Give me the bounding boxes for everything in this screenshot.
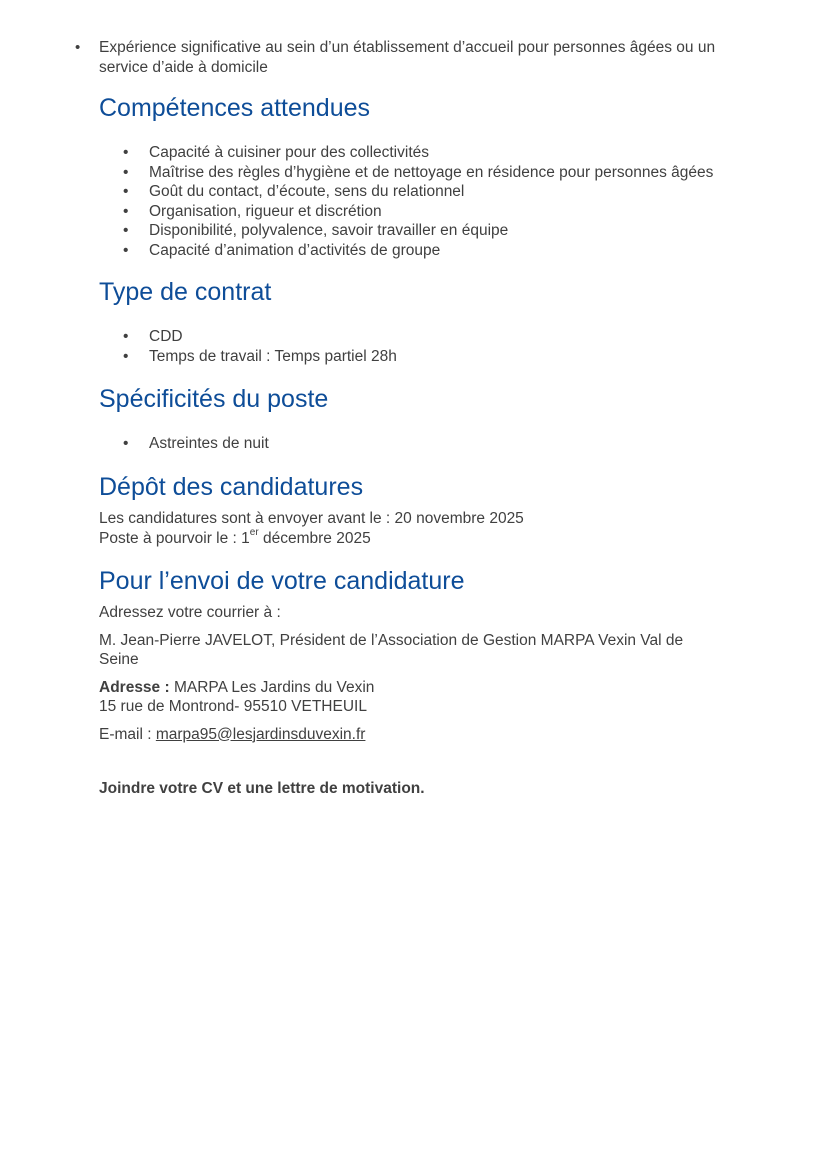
address-label: Adresse : [99,678,170,696]
list-item [75,38,725,77]
envoi-section [99,566,739,799]
start-date-text: Poste à pourvoir le : 1er décembre 2025 [99,527,371,547]
address-line2: 15 rue de Montrond- 95510 VETHEUIL [99,698,367,715]
list-item: • Maîtrise des règles d’hygiène et de nettoyage en résidence pour personnes âgées [99,163,739,183]
specificites-section [99,384,739,454]
list-item: • CDD [99,327,739,347]
email-line [99,725,739,745]
envoi-heading: Pour l’envoi de votre candidature [99,567,465,595]
contrat-heading: Type de contrat [99,278,272,306]
deadline-text: Les candidatures sont à envoyer avant le : 20 novembre 2025 [99,510,524,527]
specificites-list [99,434,739,454]
address-line1: MARPA Les Jardins du Vexin [169,678,375,696]
competences-list [99,143,739,260]
contrat-section [99,277,739,366]
competences-heading: Compétences attendues [99,94,371,122]
list-item: • Disponibilité, polyvalence, savoir travailler en équipe [99,221,739,241]
email-link[interactable]: marpa95@lesjardinsduvexin.fr [155,725,366,743]
list-item: • Capacité d’animation d’activités de groupe [99,241,739,261]
contrat-list [99,327,739,366]
list-item: • Organisation, rigueur et discrétion [99,202,739,222]
email-label: E-mail : [99,725,156,743]
recipient-text: M. Jean-Pierre JAVELOT, Président de l’Association de Gestion MARPA Vexin Val de Seine [99,631,684,668]
list-item: • Goût du contact, d’écoute, sens du relationnel [99,182,739,202]
competences-section [99,93,739,260]
specificites-heading: Spécificités du poste [99,385,329,413]
depot-heading: Dépôt des candidatures [99,473,364,501]
list-item: • Capacité à cuisiner pour des collectivités [99,143,739,163]
address-to-text: Adressez votre courrier à : [99,604,281,621]
depot-section [99,472,739,548]
address-block [99,678,739,717]
intro-list [75,38,725,77]
experience-text: Expérience significative au sein d’un établissement d’accueil pour personnes âgées ou un service d’aide à domicile [99,39,716,76]
closing-text: Joindre votre CV et une lettre de motivation. [99,780,425,797]
list-item: • Astreintes de nuit [99,434,739,454]
list-item: • Temps de travail : Temps partiel 28h [99,347,739,367]
